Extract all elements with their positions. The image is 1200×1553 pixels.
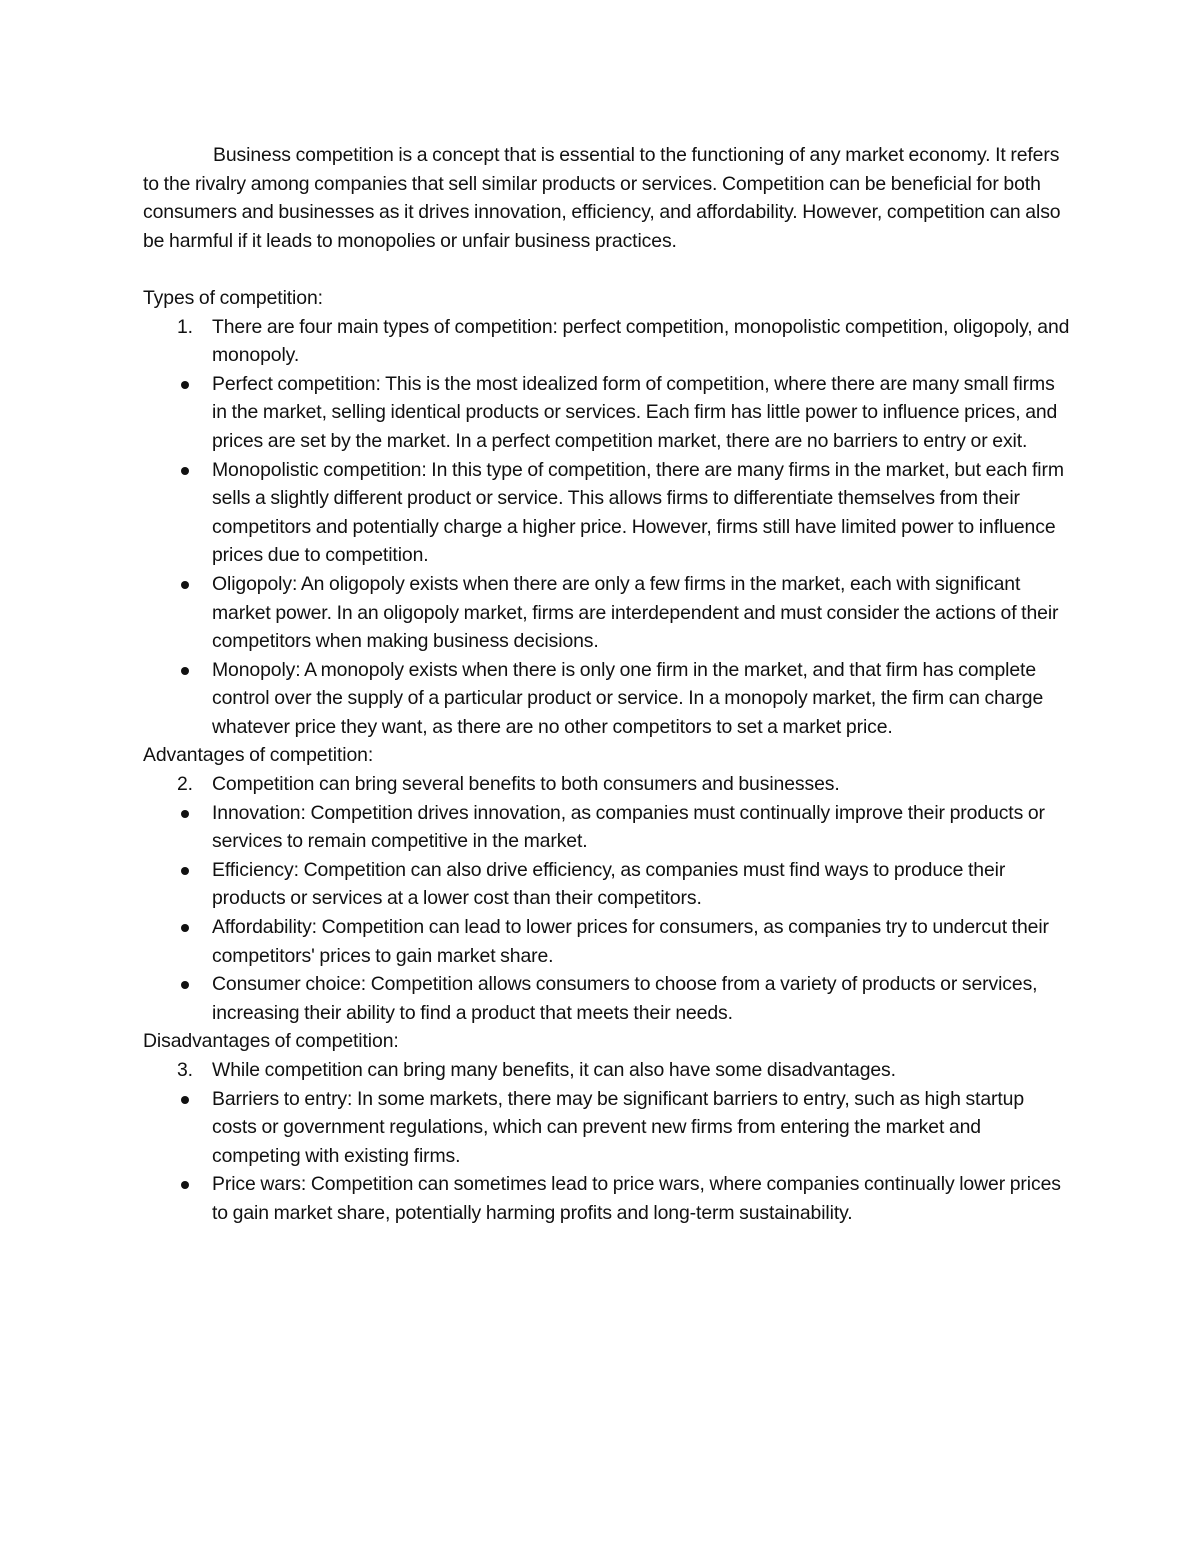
- bullet-icon: [181, 810, 189, 818]
- list-item: [143, 656, 1073, 742]
- list-item-text: Perfect competition: This is the most idealized form of competition, where there are many small firms in the market, selling identical products or services. Each firm has little power to influence prices, and prices are set by the market. In a perfect competition market, there are no barriers to entry or exit.: [212, 372, 1058, 452]
- list-item-text: Monopolistic competition: In this type of competition, there are many firms in the market, but each firm sells a slightly different product or service. This allows firms to differentiate themselves from their competitors and potentially charge a higher price. However, firms still have limited power to influence prices due to competition.: [212, 458, 1064, 567]
- disadvantages-numbered-item: [143, 1056, 1073, 1085]
- bullet-icon: [181, 381, 189, 389]
- list-item: [143, 1085, 1073, 1171]
- types-heading: Types of competition:: [143, 286, 323, 309]
- disadvantages-list: [143, 1056, 1073, 1228]
- bullet-icon: [181, 981, 189, 989]
- list-item-text: Consumer choice: Competition allows consumers to choose from a variety of products or services, increasing their ability to find a product that meets their needs.: [212, 973, 1038, 1024]
- list-item: [143, 856, 1073, 913]
- list-number: 3.: [177, 1059, 193, 1081]
- list-number: 2.: [177, 773, 193, 796]
- list-item-text: Affordability: Competition can lead to lower prices for consumers, as companies try to undercut their competitors' prices to gain market share.: [212, 916, 1049, 967]
- bullet-icon: [181, 581, 189, 589]
- list-item-text: Monopoly: A monopoly exists when there is only one firm in the market, and that firm has complete control over the supply of a particular product or service. In a monopoly market, the firm can charge whatever price they want, as there are no other competitors to set a market price.: [212, 658, 1044, 738]
- list-item-text: While competition can bring many benefits, it can also have some disadvantages.: [212, 1059, 896, 1081]
- list-item-text: Barriers to entry: In some markets, there may be significant barriers to entry, such as high startup costs or government regulations, which can prevent new firms from entering the market and competing with existing firms.: [212, 1087, 1025, 1167]
- bullet-icon: [181, 467, 189, 475]
- list-item: [143, 370, 1073, 456]
- types-numbered-item: [143, 313, 1073, 370]
- list-item-text: Competition can bring several benefits to both consumers and businesses.: [212, 773, 840, 796]
- list-item-text: Price wars: Competition can sometimes lead to price wars, where companies continually lower prices to gain market share, potentially harming profits and long-term sustainability.: [212, 1173, 1061, 1224]
- list-item: [143, 913, 1073, 970]
- bullet-icon: [181, 867, 189, 875]
- disadvantages-heading: Disadvantages of competition:: [143, 1030, 399, 1053]
- list-item: [143, 1170, 1073, 1227]
- bullet-icon: [181, 1181, 189, 1189]
- list-item: [143, 456, 1073, 570]
- advantages-list: [143, 770, 1073, 1027]
- list-item: [143, 799, 1073, 856]
- bullet-icon: [181, 667, 189, 675]
- list-item-text: Oligopoly: An oligopoly exists when there are only a few firms in the market, each with significant market power. In an oligopoly market, firms are interdependent and must consider the actions of their competitors when making business decisions.: [212, 572, 1059, 653]
- advantages-numbered-item: [143, 770, 1073, 799]
- types-list: [143, 313, 1073, 742]
- list-item-text: Innovation: Competition drives innovation, as companies must continually improve their products or services to remain competitive in the market.: [212, 801, 1045, 853]
- bullet-icon: [181, 1096, 189, 1104]
- advantages-heading: Advantages of competition:: [143, 744, 374, 767]
- list-item: [143, 970, 1073, 1027]
- paragraph-spacer: [143, 255, 1073, 284]
- document-page: [143, 141, 1073, 1228]
- list-item: [143, 570, 1073, 656]
- list-item-text: Efficiency: Competition can also drive efficiency, as companies must find ways to produce their products or services at a lower cost than their competitors.: [212, 858, 1006, 910]
- bullet-icon: [181, 924, 189, 932]
- list-item-text: There are four main types of competition: perfect competition, monopolistic competition, oligopoly, and monopoly.: [212, 315, 1070, 367]
- intro-paragraph: Business competition is a concept that is essential to the functioning of any market economy. It refers to the rivalry among companies that sell similar products or services. Competition can be beneficial for both consumers and businesses as it drives innovation, efficiency, and affordability. However, competition can also be harmful if it leads to monopolies or unfair business practices.: [143, 144, 1061, 252]
- list-number: 1.: [177, 315, 193, 338]
